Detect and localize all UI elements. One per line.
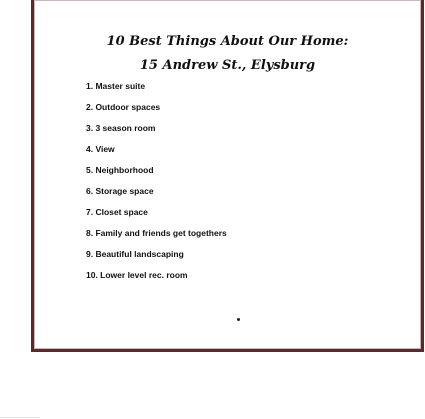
list-item: 1. Master suite: [86, 81, 146, 91]
document-frame: [31, 0, 424, 352]
stray-dot-mark: [237, 318, 240, 321]
list-item: 8. Family and friends get togethers: [86, 228, 227, 238]
list-item: 3. 3 season room: [86, 123, 156, 133]
best-things-list: [86, 76, 227, 286]
document-subtitle-address: 15 Andrew St., Elysburg: [139, 58, 316, 73]
page-divider: [0, 417, 40, 418]
list-item: 4. View: [86, 144, 115, 154]
list-item: 7. Closet space: [86, 207, 148, 217]
list-item: 10. Lower level rec. room: [86, 270, 188, 280]
list-item: 2. Outdoor spaces: [86, 102, 161, 112]
list-item: 9. Beautiful landscaping: [86, 249, 184, 259]
document-title: 10 Best Things About Our Home:: [106, 34, 349, 49]
list-item: 5. Neighborhood: [86, 165, 154, 175]
list-item: 6. Storage space: [86, 186, 154, 196]
